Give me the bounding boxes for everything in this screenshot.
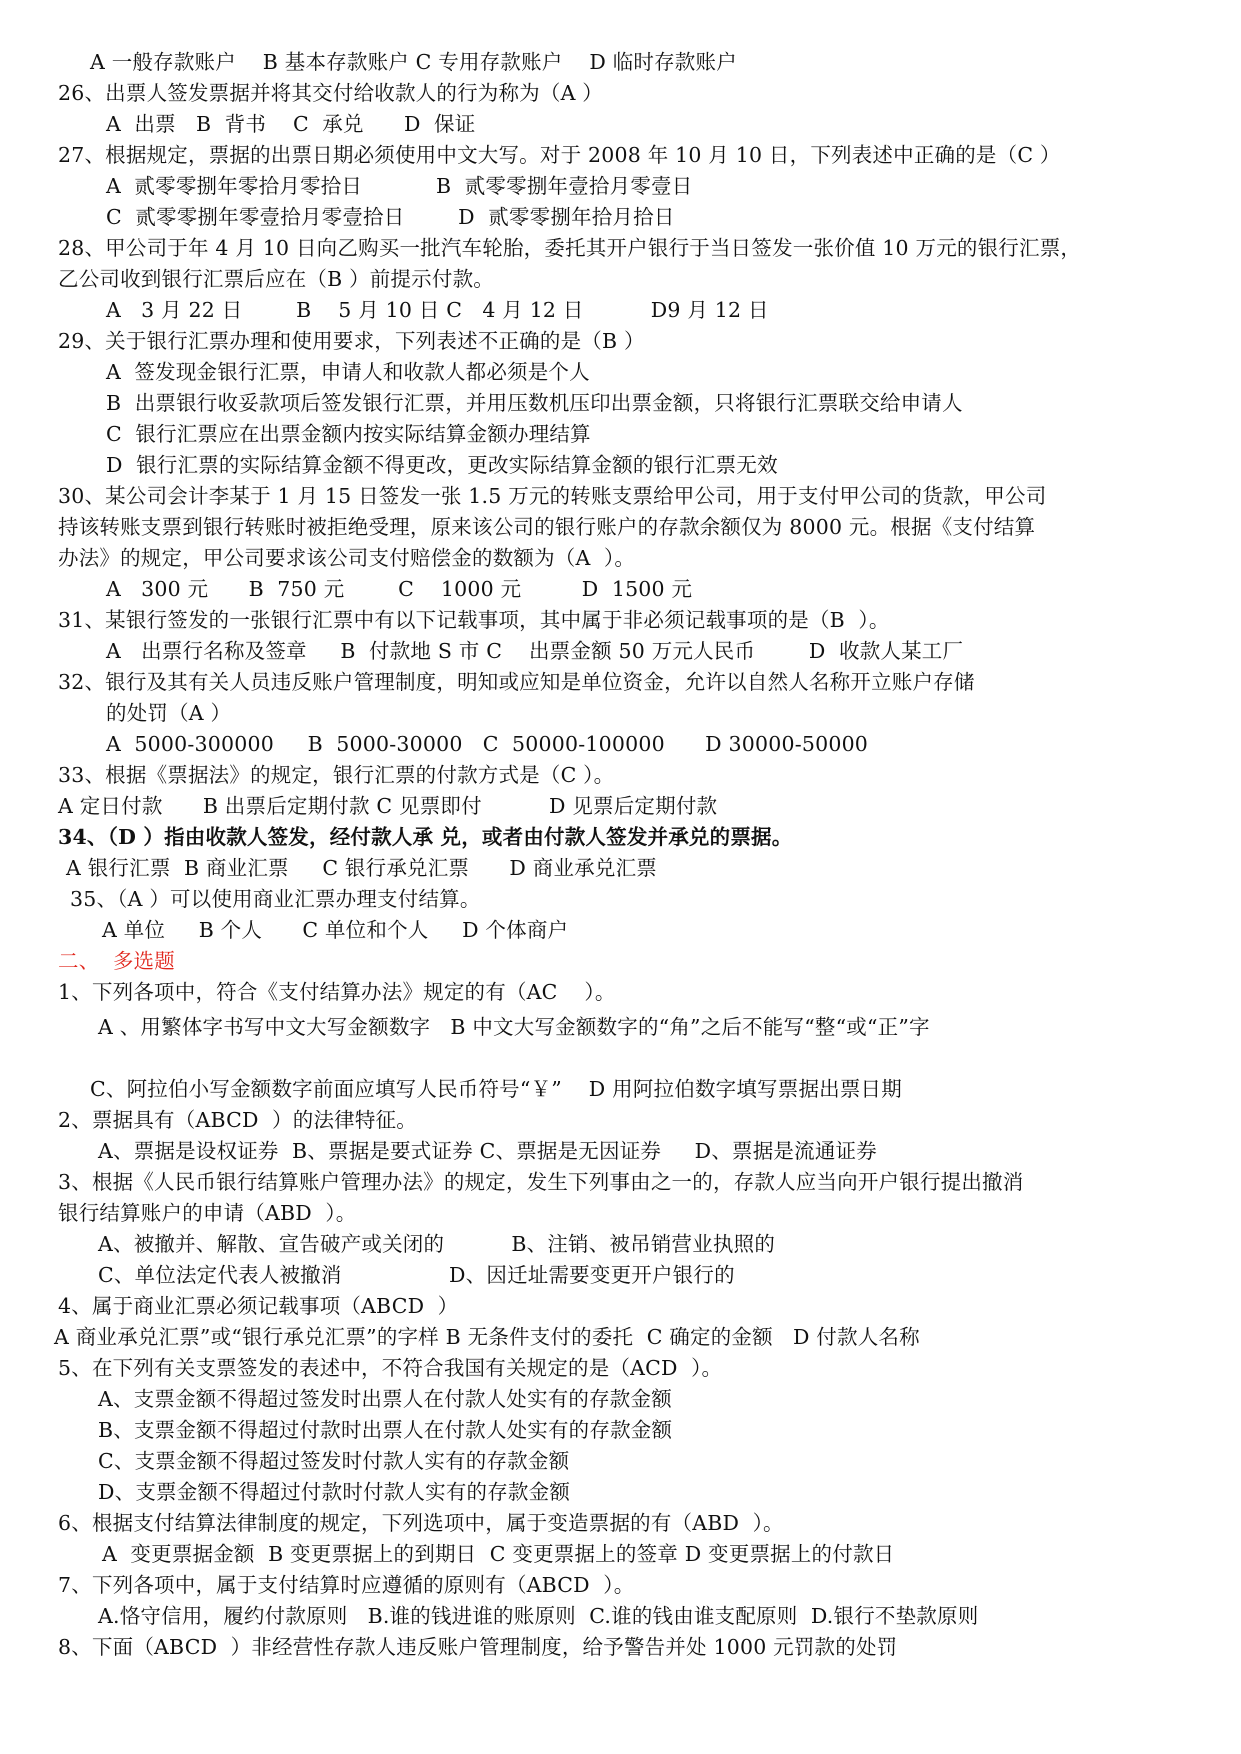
option-line: A 一般存款账户 B 基本存款账户 C 专用存款账户 D 临时存款账户 — [90, 50, 737, 74]
question-30: 30、某公司会计李某于 1 月 15 日签发一张 1.5 万元的转账支票给甲公司，用于支付甲公司的货款，甲公司 — [58, 484, 1047, 508]
option-line: A 变更票据金额 B 变更票据上的到期日 C 变更票据上的签章 D 变更票据上的付款日 — [102, 1542, 895, 1566]
option-line: A、被撤并、解散、宣告破产或关闭的 B、注销、被吊销营业执照的 — [98, 1232, 776, 1256]
option-line: A 3 月 22 日 B 5 月 10 日 C 4 月 12 日 D9 月 12 日 — [106, 298, 769, 322]
option-line: A.恪守信用，履约付款原则 B.谁的钱进谁的账原则 C.谁的钱由谁支配原则 D.银行不垫款原则 — [98, 1604, 979, 1628]
question-28: 28、甲公司于年 4 月 10 日向乙购买一批汽车轮胎，委托其开户银行于当日签发一张价值 10 万元的银行汇票， — [58, 236, 1082, 260]
question-m6: 6、根据支付结算法律制度的规定，下列选项中，属于变造票据的有（ABD ）。 — [58, 1511, 784, 1535]
question-m3: 3、根据《人民币银行结算账户管理办法》的规定，发生下列事由之一的，存款人应当向开户银行提出撤消 — [58, 1170, 1024, 1194]
option-line: A 出票 B 背书 C 承兑 D 保证 — [106, 112, 476, 136]
question-m4: 4、属于商业汇票必须记载事项（ABCD ） — [58, 1294, 459, 1318]
question-32-cont: 的处罚（A ） — [106, 701, 232, 725]
question-m8: 8、下面（ABCD ）非经营性存款人违反账户管理制度，给予警告并处 1000 元罚款的处罚 — [58, 1635, 898, 1659]
option-line: A、票据是设权证券 B、票据是要式证券 C、票据是无因证券 D、票据是流通证券 — [98, 1139, 877, 1163]
option-line: D 银行汇票的实际结算金额不得更改，更改实际结算金额的银行汇票无效 — [106, 453, 778, 477]
question-28-cont: 乙公司收到银行汇票后应在（B ）前提示付款。 — [58, 267, 494, 291]
question-m2: 2、票据具有（ABCD ）的法律特征。 — [58, 1108, 417, 1132]
option-line: C、阿拉伯小写金额数字前面应填写人民币符号“￥” D 用阿拉伯数字填写票据出票日期 — [90, 1077, 902, 1101]
section-heading: 二、 多选题 — [58, 949, 175, 973]
question-30-cont: 持该转账支票到银行转账时被拒绝受理，原来该公司的银行账户的存款余额仅为 8000 元。根据《支付结算 — [58, 515, 1036, 539]
option-line: B、支票金额不得超过付款时出票人在付款人处实有的存款金额 — [98, 1418, 673, 1442]
option-line: B 出票银行收妥款项后签发银行汇票，并用压数机压印出票金额，只将银行汇票联交给申请人 — [106, 391, 963, 415]
question-29: 29、关于银行汇票办理和使用要求，下列表述不正确的是（B ） — [58, 329, 645, 353]
option-line: C 银行汇票应在出票金额内按实际结算金额办理结算 — [106, 422, 591, 446]
question-m5: 5、在下列有关支票签发的表述中，不符合我国有关规定的是（ACD ）。 — [58, 1356, 723, 1380]
question-30-cont: 办法》的规定，甲公司要求该公司支付赔偿金的数额为（A ）。 — [58, 546, 636, 570]
option-line: A 银行汇票 B 商业汇票 C 银行承兑汇票 D 商业承兑汇票 — [66, 856, 657, 880]
option-line: A 签发现金银行汇票，申请人和收款人都必须是个人 — [106, 360, 590, 384]
question-33: 33、根据《票据法》的规定，银行汇票的付款方式是（C ）。 — [58, 763, 615, 787]
option-line: D、支票金额不得超过付款时付款人实有的存款金额 — [98, 1480, 571, 1504]
option-line: C、支票金额不得超过签发时付款人实有的存款金额 — [98, 1449, 570, 1473]
option-line: A 商业承兑汇票”或“银行承兑汇票”的字样 B 无条件支付的委托 C 确定的金额 D 付款人名称 — [54, 1325, 920, 1349]
option-line: A 单位 B 个人 C 单位和个人 D 个体商户 — [102, 918, 569, 942]
option-line: A 5000-300000 B 5000-30000 C 50000-100000 D 30000-50000 — [106, 732, 869, 756]
question-32: 32、银行及其有关人员违反账户管理制度，明知或应知是单位资金，允许以自然人名称开立账户存储 — [58, 670, 975, 694]
question-31: 31、某银行签发的一张银行汇票中有以下记载事项，其中属于非必须记载事项的是（B ）。 — [58, 608, 890, 632]
question-m7: 7、下列各项中，属于支付结算时应遵循的原则有（ABCD ）。 — [58, 1573, 635, 1597]
option-line: C 贰零零捌年零壹拾月零壹拾日 D 贰零零捌年拾月拾日 — [106, 205, 675, 229]
option-line: A 贰零零捌年零拾月零拾日 B 贰零零捌年壹拾月零壹日 — [106, 174, 693, 198]
question-35: 35、（A ）可以使用商业汇票办理支付结算。 — [70, 887, 481, 911]
option-line: A 定日付款 B 出票后定期付款 C 见票即付 D 见票后定期付款 — [58, 794, 718, 818]
option-line: A、支票金额不得超过签发时出票人在付款人处实有的存款金额 — [98, 1387, 672, 1411]
question-26: 26、出票人签发票据并将其交付给收款人的行为称为（A ） — [58, 81, 604, 105]
question-m1: 1、下列各项中，符合《支付结算办法》规定的有（AC ）。 — [58, 980, 616, 1004]
question-m3-cont: 银行结算账户的申请（ABD ）。 — [58, 1201, 357, 1225]
option-line: A 出票行名称及签章 B 付款地 S 市 C 出票金额 50 万元人民币 D 收款人某工厂 — [106, 639, 964, 663]
option-line: A 、用繁体字书写中文大写金额数字 B 中文大写金额数字的“角”之后不能写“整“或“正”字 — [98, 1015, 930, 1039]
question-34: 34、（D ）指由收款人签发，经付款人承 兑，或者由付款人签发并承兑的票据。 — [58, 825, 793, 849]
option-line: A 300 元 B 750 元 C 1000 元 D 1500 元 — [106, 577, 693, 601]
question-27: 27、根据规定，票据的出票日期必须使用中文大写。对于 2008 年 10 月 10 日，下列表述中正确的是（C ） — [58, 143, 1061, 167]
option-line: C、单位法定代表人被撤消 D、因迁址需要变更开户银行的 — [98, 1263, 735, 1287]
